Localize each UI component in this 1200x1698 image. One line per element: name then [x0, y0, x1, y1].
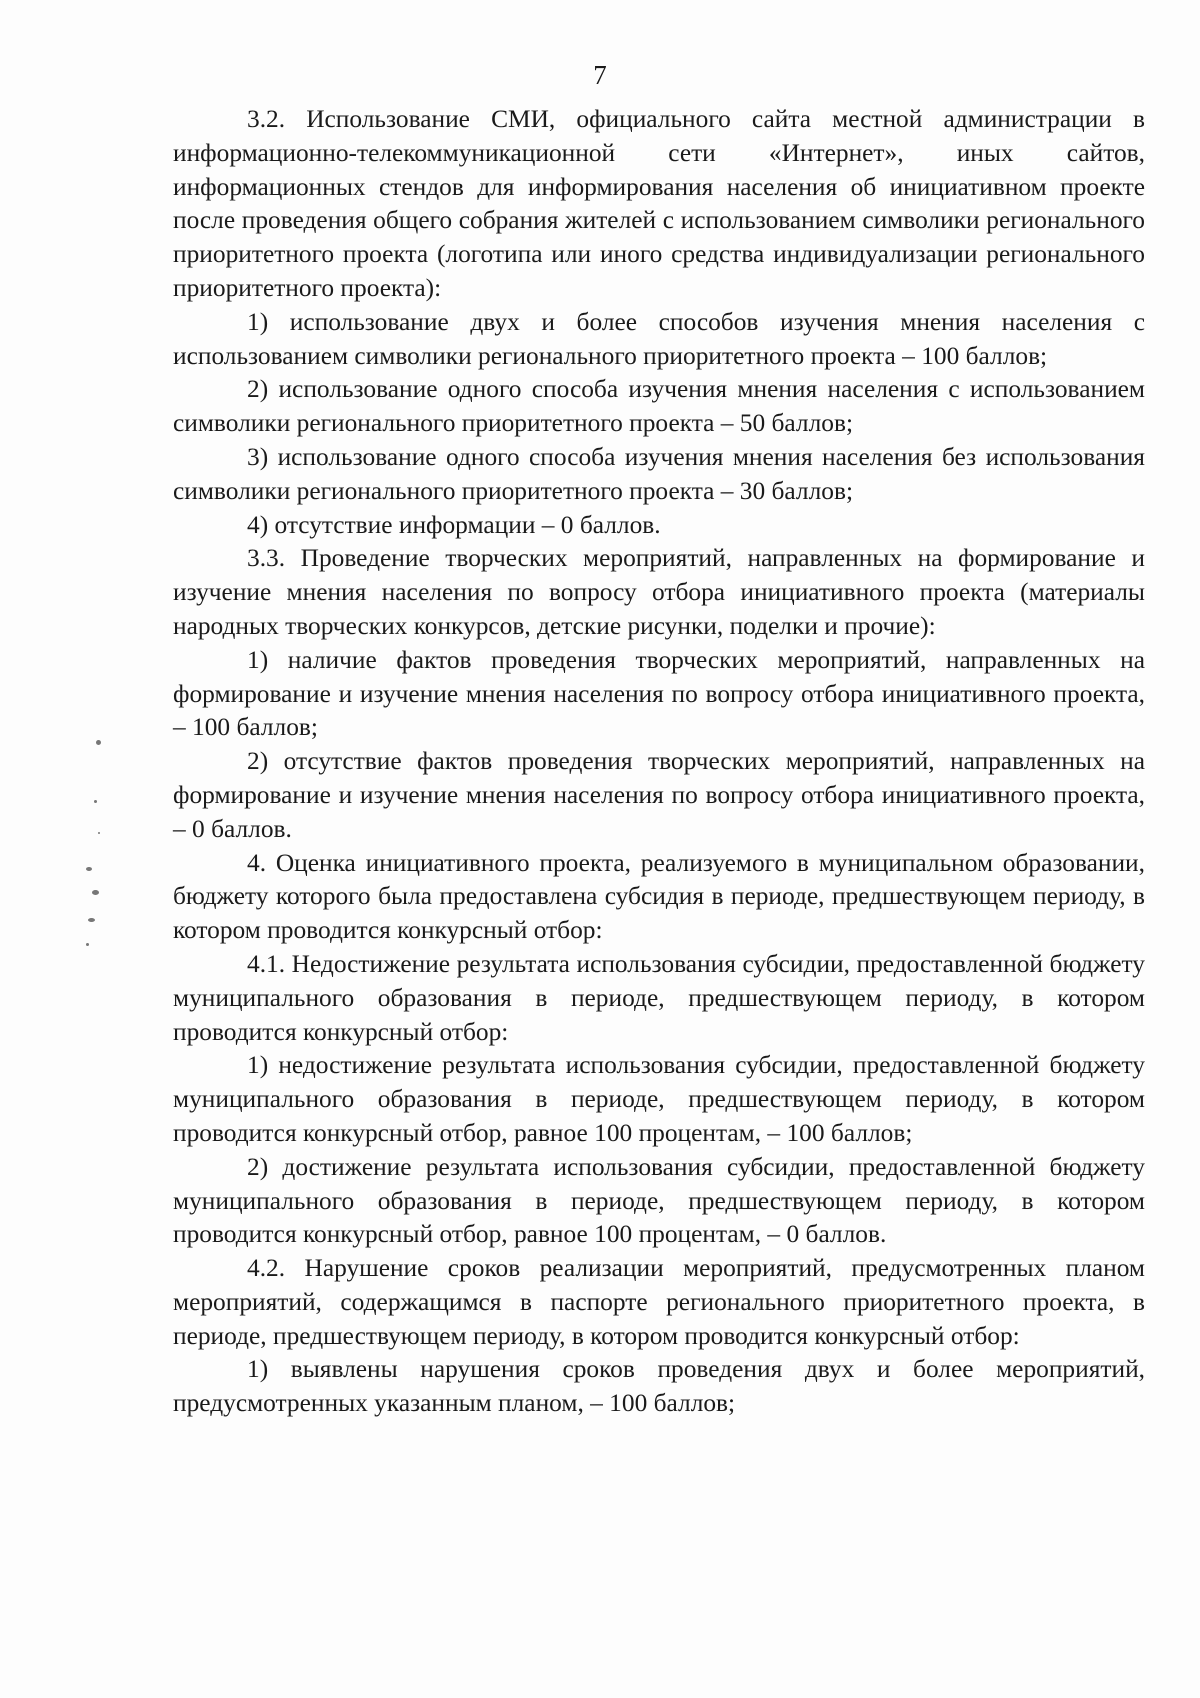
scan-speck [98, 832, 100, 834]
document-body [173, 103, 1145, 1421]
paragraph-3-2-item-4: 4) отсутствие информации – 0 баллов. [247, 510, 661, 539]
scan-speck [86, 943, 89, 946]
paragraph-3-3: 3.3. Проведение творческих мероприятий, направленных на формирование и изучение мнения населения по вопросу отбора инициативного проекта (материалы народных творческих конкурсов, детские рисунки, поделки и прочие): [173, 544, 1145, 640]
page-number: 7 [593, 60, 607, 90]
scan-speck [92, 890, 99, 895]
scan-artifacts [80, 740, 130, 980]
paragraph-3-2: 3.2. Использование СМИ, официального сайта местной администрации в информационно-телекоммуникационной сети «Интернет», иных сайтов, информационных стендов для информирования населения об инициативном проекте после проведения общего собрания жителей с использованием символики регионального приоритетного проекта (логотипа или иного средства индивидуализации регионального приоритетного проекта): [173, 105, 1145, 302]
paragraph-3-2-item-2: 2) использование одного способа изучения мнения населения с использованием символики регионального приоритетного проекта – 50 баллов; [173, 375, 1145, 438]
scan-speck [94, 800, 97, 803]
paragraph-3-2-item-3: 3) использование одного способа изучения мнения населения без использования символики регионального приоритетного проекта – 30 баллов; [173, 442, 1145, 505]
paragraph-4: 4. Оценка инициативного проекта, реализуемого в муниципальном образовании, бюджету которого была предоставлена субсидия в периоде, предшествующем периоду, в котором проводится конкурсный отбор: [173, 848, 1145, 945]
scan-speck [88, 918, 95, 922]
paragraph-4-1-item-1: 1) недостижение результата использования субсидии, предоставленной бюджету муниципального образования в периоде, предшествующем периоду, в котором проводится конкурсный отбор, равное 100 процентам, – 100 баллов; [173, 1051, 1145, 1147]
scan-speck [86, 867, 92, 871]
paragraph-3-2-item-1: 1) использование двух и более способов изучения мнения населения с использованием символики регионального приоритетного проекта – 100 баллов; [173, 307, 1145, 370]
paragraph-4-1-item-2: 2) достижение результата использования субсидии, предоставленной бюджету муниципального образования в периоде, предшествующем периоду, в котором проводится конкурсный отбор, равное 100 процентам, – 0 баллов. [173, 1152, 1145, 1249]
paragraph-3-3-item-2: 2) отсутствие фактов проведения творческих мероприятий, направленных на формирование и изучение мнения населения по вопросу отбора инициативного проекта, – 0 баллов. [173, 747, 1145, 843]
paragraph-4-2: 4.2. Нарушение сроков реализации мероприятий, предусмотренных планом мероприятий, содержащимся в паспорте регионального приоритетного проекта, в периоде, предшествующем периоду, в котором проводится конкурсный отбор: [173, 1254, 1145, 1350]
paragraph-4-2-item-1: 1) выявлены нарушения сроков проведения двух и более мероприятий, предусмотренных указанным планом, – 100 баллов; [173, 1355, 1145, 1418]
paragraph-4-1: 4.1. Недостижение результата использования субсидии, предоставленной бюджету муниципального образования в периоде, предшествующем периоду, в котором проводится конкурсный отбор: [173, 949, 1145, 1046]
scan-speck [96, 740, 101, 745]
paragraph-3-3-item-1: 1) наличие фактов проведения творческих мероприятий, направленных на формирование и изучение мнения населения по вопросу отбора инициативного проекта, – 100 баллов; [173, 645, 1145, 742]
